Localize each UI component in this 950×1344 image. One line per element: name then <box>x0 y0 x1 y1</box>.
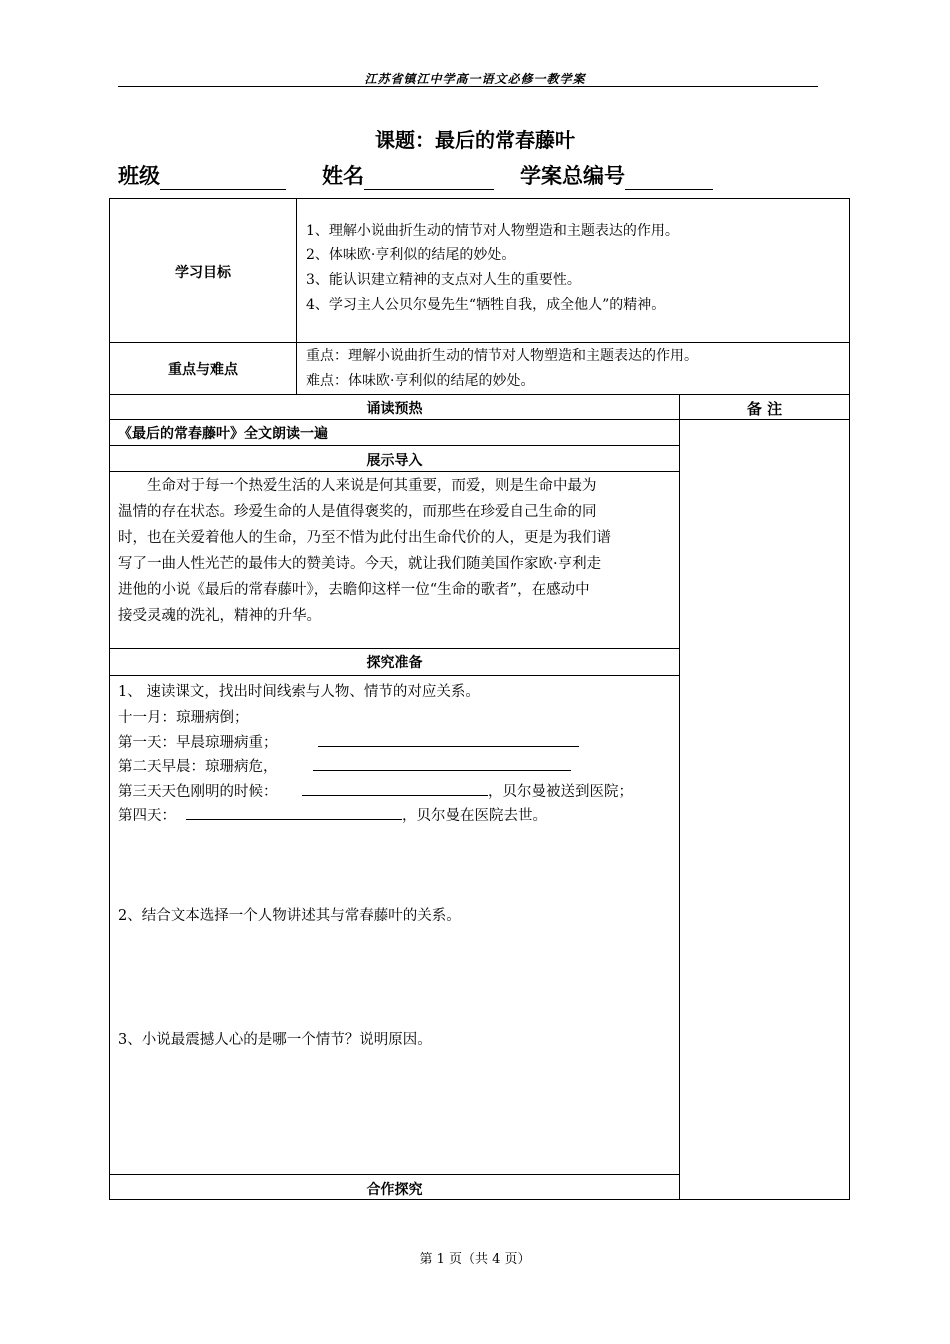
intro-paragraph <box>118 473 674 629</box>
name-label: 姓名 <box>322 164 364 188</box>
key-point-item: 重点：理解小说曲折生动的情节对人物塑造和主题表达的作用。 <box>306 348 698 364</box>
timeline-day4-end: ，贝尔曼在医院去世。 <box>402 808 547 824</box>
info-row <box>0 160 950 192</box>
answer-blank[interactable] <box>302 795 488 796</box>
table-divider <box>109 445 680 446</box>
table-divider <box>109 675 680 676</box>
table-divider <box>109 1174 680 1175</box>
lesson-title: 课题：最后的常春藤叶 <box>375 128 575 152</box>
table-column-divider <box>679 394 680 1199</box>
objective-item: 3、能认识建立精神的支点对人生的重要性。 <box>306 272 581 288</box>
intro-line: 写了一曲人性光芒的最伟大的赞美诗。今天，就让我们随美国作家欧·亨利走 <box>118 556 602 572</box>
timeline-day3-start: 第三天天色刚明的时候： <box>118 784 278 800</box>
intro-line: 生命对于每一个热爱生活的人来说是何其重要，而爱，则是生命中最为 <box>147 478 597 494</box>
timeline-day3-end: ，贝尔曼被送到医院； <box>488 784 633 800</box>
table-border-left <box>109 198 110 1199</box>
cooperation-heading: 合作探究 <box>366 1182 423 1198</box>
class-field <box>118 160 286 190</box>
intro-line: 进他的小说《最后的常春藤叶》，去瞻仰这样一位“生命的歌者”，在感动中 <box>118 582 590 598</box>
intro-line: 时，也在关爱着他人的生命，乃至不惜为此付出生命代价的人，更是为我们谱 <box>118 530 611 546</box>
page-footer: 第 1 页（共 4 页） <box>419 1252 531 1267</box>
key-point-item: 难点：体味欧·亨利似的结尾的妙处。 <box>306 373 535 389</box>
objective-item: 4、学习主人公贝尔曼先生“牺牲自我，成全他人”的精神。 <box>306 297 666 313</box>
intro-heading: 展示导入 <box>366 453 423 469</box>
question-1: 1、 速读课文，找出时间线索与人物、情节的对应关系。 <box>118 684 480 700</box>
answer-blank[interactable] <box>318 746 579 747</box>
timeline-day1: 第一天：早晨琼珊病重； <box>118 735 278 751</box>
class-blank[interactable] <box>160 165 286 190</box>
timeline-day2: 第二天早晨：琼珊病危， <box>118 759 278 775</box>
table-border-right <box>849 198 850 1199</box>
answer-blank[interactable] <box>186 819 402 820</box>
timeline-november: 十一月：琼珊病倒； <box>118 710 249 726</box>
class-label: 班级 <box>118 164 160 188</box>
objectives-label: 学习目标 <box>175 265 231 281</box>
number-blank[interactable] <box>625 165 713 190</box>
intro-line: 接受灵魂的洗礼，精神的升华。 <box>118 608 321 624</box>
header-divider <box>118 86 818 87</box>
table-divider <box>109 394 850 395</box>
name-field <box>322 160 494 190</box>
school-header: 江苏省镇江中学高一语文必修一教学案 <box>364 72 586 86</box>
objective-item: 2、体味欧·亨利似的结尾的妙处。 <box>306 247 516 263</box>
reading-task: 《最后的常春藤叶》全文朗读一遍 <box>118 426 328 442</box>
objective-item: 1、理解小说曲折生动的情节对人物塑造和主题表达的作用。 <box>306 223 679 239</box>
inquiry-heading: 探究准备 <box>366 655 423 671</box>
number-field <box>520 160 713 190</box>
answer-blank[interactable] <box>313 770 571 771</box>
key-points-label: 重点与难点 <box>168 362 238 378</box>
table-divider <box>109 419 850 420</box>
table-column-divider <box>296 198 297 394</box>
table-divider <box>109 471 680 472</box>
question-2: 2、结合文本选择一个人物讲述其与常春藤叶的关系。 <box>118 908 461 924</box>
timeline-day4-start: 第四天： <box>118 808 176 824</box>
intro-line: 温情的存在状态。珍爱生命的人是值得褒奖的，而那些在珍爱自己生命的同 <box>118 504 597 520</box>
table-border-top <box>109 198 850 199</box>
table-divider <box>109 648 680 649</box>
notes-heading: 备 注 <box>746 400 783 418</box>
preview-heading: 诵读预热 <box>366 401 423 417</box>
table-border-bottom <box>109 1199 850 1200</box>
number-label: 学案总编号 <box>520 164 625 188</box>
name-blank[interactable] <box>364 165 494 190</box>
question-3: 3、小说最震撼人心的是哪一个情节？说明原因。 <box>118 1032 432 1048</box>
